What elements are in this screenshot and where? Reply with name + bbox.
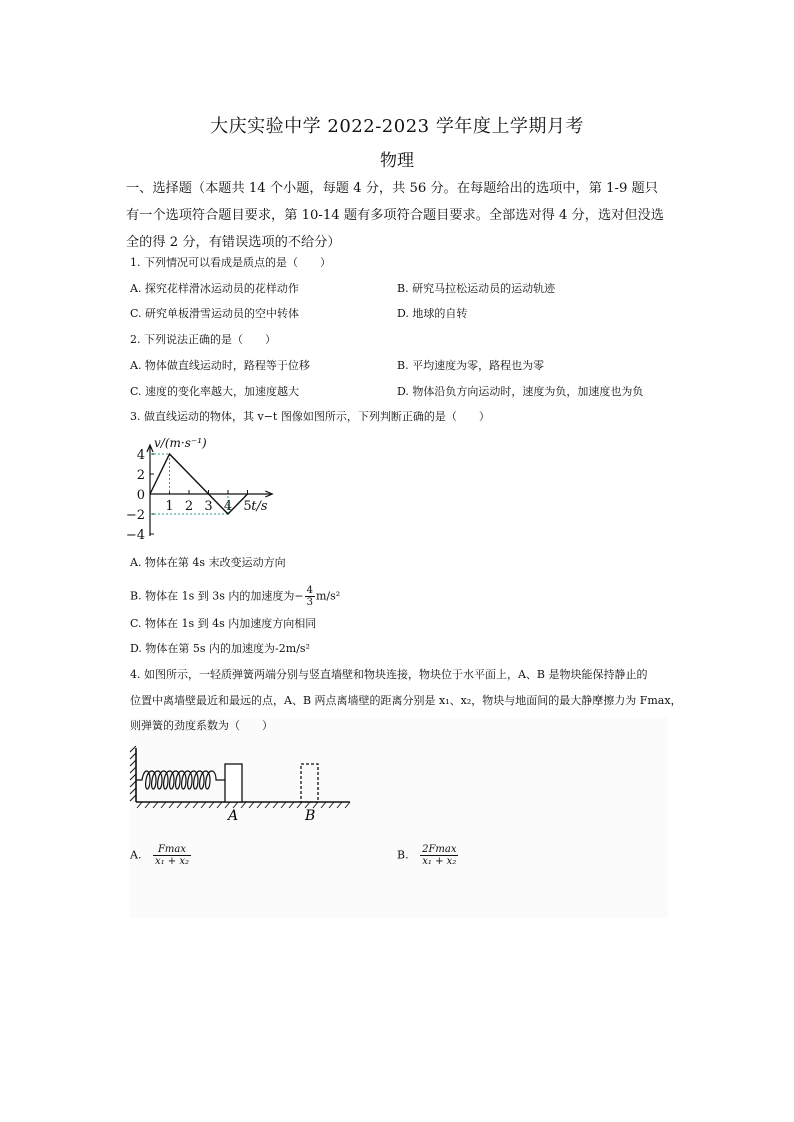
y-tick-label: 4 bbox=[136, 448, 145, 463]
x-tick-label: 3 bbox=[204, 499, 213, 514]
x-tick-label: 1 bbox=[165, 499, 174, 514]
q2-option-b: B. 平均速度为零，路程也为零 bbox=[397, 359, 545, 372]
q3-option-b bbox=[130, 585, 340, 608]
q3-option-b-numerator: 4 bbox=[306, 585, 313, 596]
q1-option-c: C. 研究单板滑雪运动员的空中转体 bbox=[130, 307, 300, 320]
block-at-a bbox=[225, 764, 242, 802]
y-tick-label: −4 bbox=[125, 528, 145, 543]
q2-option-d: D. 物体沿负方向运动时，速度为负，加速度也为负 bbox=[397, 385, 644, 398]
spring bbox=[136, 771, 225, 789]
q2-option-a: A. 物体做直线运动时，路程等于位移 bbox=[130, 359, 310, 372]
q3-option-b-fraction bbox=[305, 585, 315, 608]
q3-stem: 3. 做直线运动的物体，其 v−t 图像如图所示，下列判断正确的是（ ） bbox=[130, 410, 490, 423]
q1-option-a: A. 探究花样滑冰运动员的花样动作 bbox=[130, 282, 299, 295]
exam-title: 大庆实验中学 2022-2023 学年度上学期月考 bbox=[210, 116, 584, 137]
vt-graph bbox=[125, 432, 288, 544]
q3-option-b-text: B. 物体在 1s 到 3s 内的加速度为− bbox=[130, 589, 304, 603]
spring-block-diagram bbox=[128, 744, 358, 824]
q2-option-c: C. 速度的变化率越大，加速度越大 bbox=[130, 385, 300, 398]
wall bbox=[130, 746, 136, 802]
q4-option-b-numerator: 2Fmax bbox=[422, 844, 457, 855]
y-tick-label: 2 bbox=[136, 468, 145, 483]
q1-option-b: B. 研究马拉松运动员的运动轨迹 bbox=[397, 282, 556, 295]
q4-stem-line1: 4. 如图所示，一轻质弹簧两端分别与竖直墙壁和物块连接，物块位于水平面上，A、B 是物块能保持静止的 bbox=[130, 668, 648, 681]
q3-option-a: A. 物体在第 4s 末改变运动方向 bbox=[130, 556, 286, 569]
q1-stem: 1. 下列情况可以看成是质点的是（ ） bbox=[130, 256, 331, 269]
q4-option-b-fraction bbox=[420, 844, 458, 867]
q4-stem-line2: 位置中离墙壁最近和最远的点，A、B 两点离墙壁的距离分别是 x₁、x₂，物块与地面间的最大静摩擦力为 Fmax， bbox=[130, 694, 682, 707]
q4-option-a bbox=[130, 844, 192, 867]
y-axis-label: v/(m·s⁻¹) bbox=[154, 436, 207, 450]
x-tick-label: 2 bbox=[184, 499, 194, 514]
q1-option-d: D. 地球的自转 bbox=[397, 307, 468, 320]
x-tick-label: 5 bbox=[243, 499, 252, 514]
q4-option-a-numerator: Fmax bbox=[153, 844, 191, 856]
y-tick-label: 0 bbox=[136, 488, 145, 503]
point-label-b: B bbox=[305, 808, 316, 824]
q2-stem: 2. 下列说法正确的是（ ） bbox=[130, 333, 276, 346]
q4-option-b-prefix: B. bbox=[397, 848, 409, 862]
q3-option-c: C. 物体在 1s 到 4s 内加速度方向相同 bbox=[130, 617, 317, 630]
y-tick-label: −2 bbox=[125, 508, 145, 523]
q4-option-b bbox=[397, 844, 459, 867]
x-tick-label: 4 bbox=[223, 499, 233, 514]
q4-option-a-fraction bbox=[153, 844, 191, 867]
q3-option-b-denominator: 3 bbox=[306, 597, 313, 608]
q4-option-b-denominator: x₁ + x₂ bbox=[422, 856, 457, 867]
floor bbox=[136, 802, 350, 808]
q3-option-b-unit: m/s² bbox=[315, 589, 341, 603]
subject-title: 物理 bbox=[380, 151, 414, 171]
q4-stem-line3: 则弹簧的劲度系数为（ ） bbox=[130, 719, 273, 732]
q4-option-a-denominator: x₁ + x₂ bbox=[154, 856, 189, 867]
point-label-a: A bbox=[228, 808, 239, 824]
q3-option-d: D. 物体在第 5s 内的加速度为-2m/s² bbox=[130, 642, 310, 655]
block-at-b-dashed bbox=[301, 764, 318, 802]
q4-option-a-prefix: A. bbox=[130, 848, 142, 862]
section-instructions: 一、选择题（本题共 14 个小题，每题 4 分，共 56 分。在每题给出的选项中，第 1-9 题只有一个选项符合题目要求，第 10-14 题有多项符合题目要求。全部选对得 4 分，选对但没选全的得 2 分，有错误选项的不给分） bbox=[126, 181, 664, 250]
x-axis-label: t/s bbox=[251, 499, 268, 514]
